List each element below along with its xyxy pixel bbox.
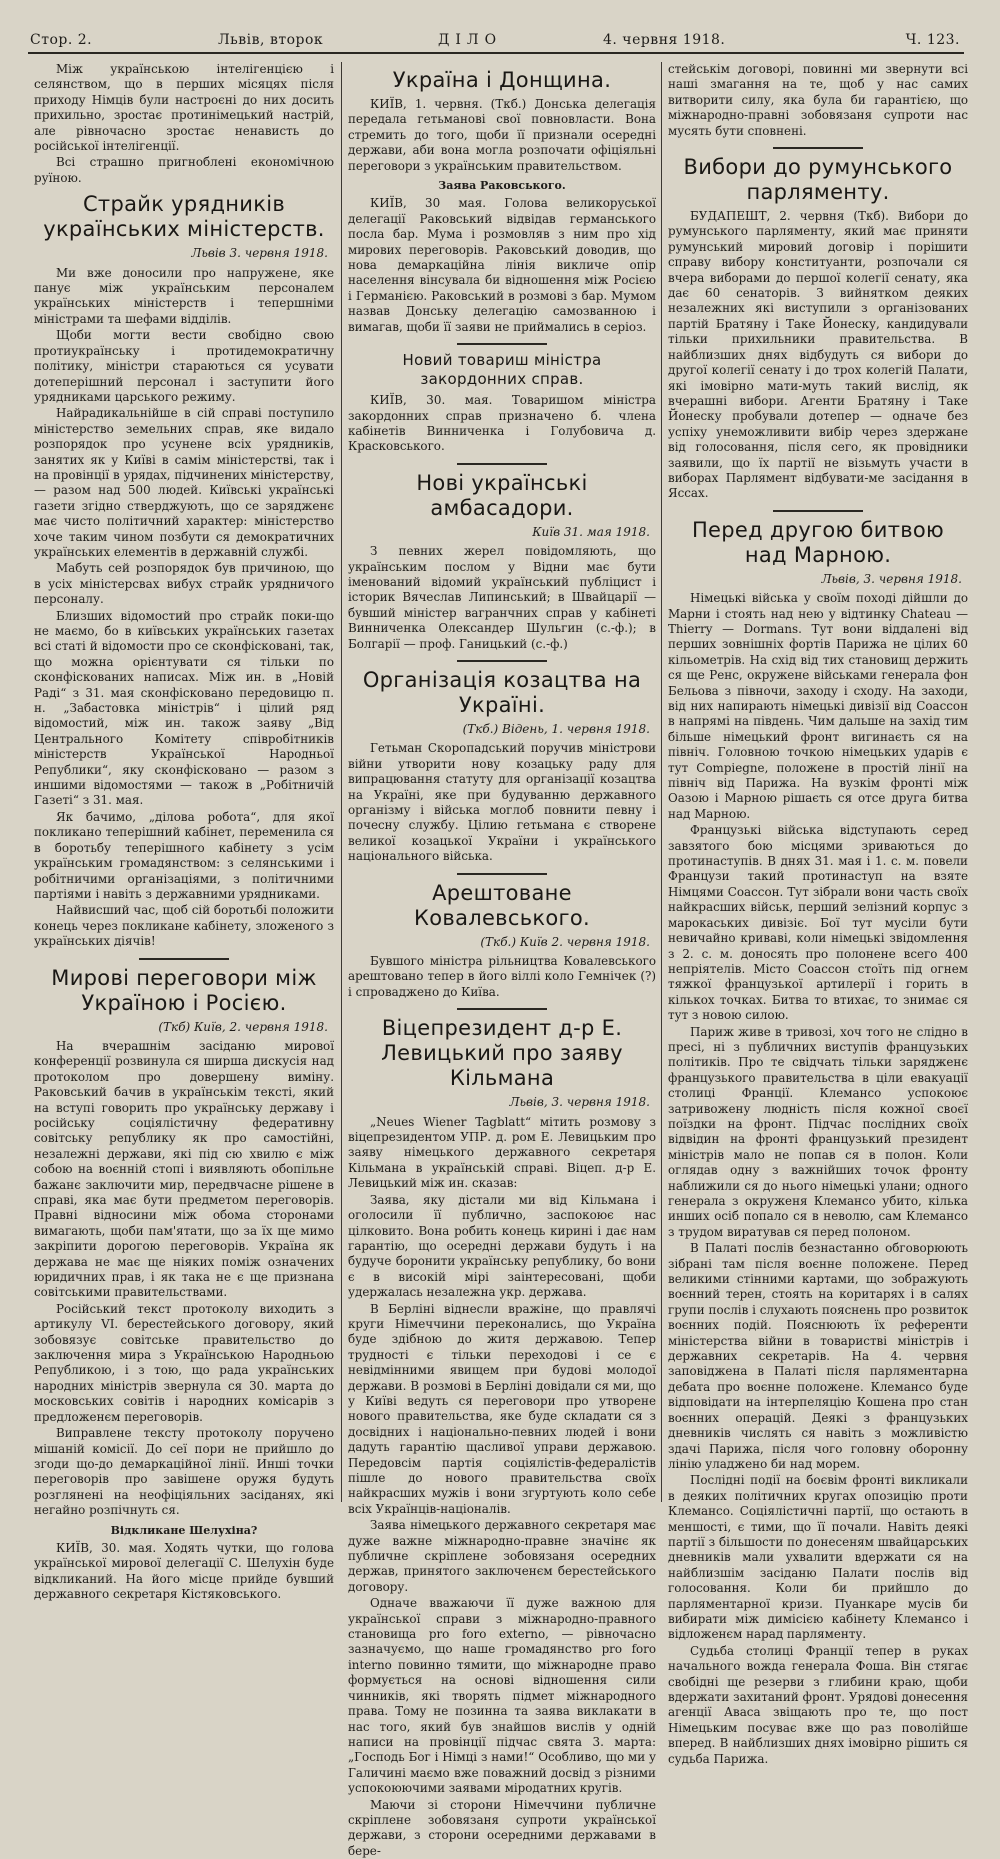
column-rule [341,62,342,1502]
paragraph: Ми вже доносили про напружене, яке панує між українським персоналем українських міністерств і тепершніми міністрами та шефами відділів. [34,265,334,326]
headline: Страйк урядників українських міністерств. [43,192,325,242]
dateline: Львів 3. червня 1918. [191,246,328,261]
paragraph: Між українською інтелігенцією і селянством, що в перших місяцях після приходу Німців були настроєні до них досить прихильно, зростає протинімецький настрій, але рівночасно зростає ненависть до російської інтелігенції. [34,62,334,154]
dateline: (Ткб.) Київ 2. червня 1918. [480,934,650,949]
article-ukraine-don [348,68,656,335]
column-3 [668,62,968,1766]
paragraph: стейськім договорі, повинні ми звернути всі наші змагання на те, щоб у нас самих витворити силу, яка була би гарантією, що міжнародно-правні зобовязаня супроти нас мусять бути сповнені. [668,62,968,138]
paragraph: Мабуть сей розпорядок був причиною, що в усіх міністерсвах вибух страйк урядничого персоналу. [34,561,334,607]
separator [457,660,547,662]
paragraph: КИЇВ, 30 мая. Голова великоруської делегації Раковський відвідав германського посла бар. Мума і розмовляв з ним про хід мирових переговорів. Раковський доводив, що нова демаркаційна лінія викличе опір населення вінсувала би відношення між Росією і Германією. Раковський в розмові з бар. Мумом назвав Донську делегацію самозванною і вимагав, щоби її заяви не приймались в серіоз. [348,196,656,334]
paragraph: Бувшого міністра рільництва Ковалевського арештовано тепер в його віллі коло Гемнічек (?) і спроваджено до Київа. [348,954,656,999]
article-continuation [668,62,968,139]
paragraph: Найрадикальнійше в сій справі поступило міністерство земельних справ, яке видало розпорядок про усунене всіх урядників, занятих як у Київі в самім міністерстві, так і на провінції в урядах, підчинених міністерству, — разом над 500 людей. Київські українські газети згідно стверджують, що се зарядженє має чисто політичний характер: міністерство хоче таким чином позбути ся демократичних українських елементів в державній службі. [34,406,334,559]
issue-date: 4. червня 1918. [603,32,726,48]
headline: Організація козацтва на Україні. [362,667,642,717]
separator [457,1008,547,1010]
headline: Україна і Донщина. [392,68,612,92]
dateline: Львів, 3. червня 1918. [509,1095,650,1110]
article-strike [34,192,334,949]
paragraph: В Берліні віднесли вражіне, що правлячі круги Німеччини переконались, що Україна буде здібною до житя державою. Тепер трудності є тільки переходові і се є невідмінними явищем при будові молодої держави. В розмові в Берліні довідали ся ми, що у Київі ведуть ся переговори про утворене нового правительства, яке буде складати ся з досвідних і національно-певних людей і вони дадуть гарантію щасливої управи державою. Передовсім партія соціялістів-федералістів пішле до нового правительства своїх найкрасших мужів і вони згуртують коло себе всіх Українців-націоналів. [348,1301,656,1516]
paragraph: „Neues Wiener Tagblatt“ мітить розмову з віцепрезидентом УПР. д. ром Е. Левицьким про заяву німецького державного секретаря Кільмана в українській справі. Віцеп. д-р Е. Левицький між ин. сказав: [348,1114,656,1191]
separator [139,958,229,960]
paragraph: Маючи зі сторони Німеччини публичне скріплене зобовязаня супроти української держави, з сторони осередними державами в бере- [348,1797,656,1858]
paragraph: КИЇВ, 1. червня. (Ткб.) Донська делегація передала гетьманові свої повновласти. Вона стремить до того, щоби її признали осередні держави, аби вона могла розпочати офіціяльні переговори з українським правительством. [348,97,656,173]
article-levytsky [348,1016,656,1859]
article-marne [668,518,968,1767]
headline: Вибори до румунського парляменту. [683,155,953,205]
paragraph: Судьба столиці Франції тепер в руках начального вожда генерала Фоша. Він стягає свобідні ще резерви з глибини краю, щоби вдержати захитаний фронт. Урядові донесення агенції Аваса звіщають про те, що пост Німецьким посуває вже що раз поволійше вперед. В найблизших днях імовірно рішить ся судьба Парижа. [668,1643,968,1766]
masthead: ДІЛО [438,32,503,48]
paragraph: Заява, яку дістали ми від Кільмана і оголосили її публично, заспокоює нас цілковито. Вона робить конець кирині і дає нам гарантію, що осередні держави будуть і на будуче боронити українську републику, бо вони є в високій мірі заінтересовані, щоби удержалась незалежна укр. держава. [348,1192,656,1300]
subheading: Заява Раковського. [438,179,566,193]
paragraph: Виправлене тексту протоколу поручено мішаній комісії. До сеї пори не прийшло до згоди що-до демаркаційної лінії. Инші точки переговорів про завішене оружя будуть розглянені на неофіціяльних засіданях, які негайно розпічнуть ся. [34,1426,334,1518]
article-romania-elections [668,155,968,502]
dateline: (Ткб.) Відень, 1. червня 1918. [462,721,650,736]
article-peace-talks [34,966,334,1603]
separator [457,463,547,465]
paragraph: З певних жерел повідомляють, що українським послом у Відни має бути іменований відомий український публіцист і історик Вячеслав Липинський; в Швайцарії — бувший міністер вагранчних справ у кабінеті Винниченка Олександер Шульгин (с.-ф.); в Болгарії — проф. Ганицький (с.-ф.) [348,544,656,651]
headline: Мирові переговори між Україною і Росією. [51,965,317,1015]
dateline: (Ткб) Київ, 2. червня 1918. [158,1019,328,1034]
paragraph: Заява німецького державного секретаря має дуже важне міжнародно-правне значінє як публичне скріплене зобовязаня осередних держав, принятого заключенєм берестейського договору. [348,1518,656,1594]
separator [773,147,863,149]
paragraph: КИЇВ, 30. мая. Ходять чутки, що голова української мирової делегації С. Шелухін буде відкликаний. На його місце прийде бувший державного секретаря Кістяковського. [34,1540,334,1602]
paragraph: В Палаті послів безнастанно обговорюють зібрані там після воєнне положене. Перед великими стінними картами, що зображують воєнний терен, стоять на коритарях і в салях групи послів і слухають пояснень про розвиток воєнних подій. Пояснюють їх референти міністерства війни в товаристві міністрів і державних секретарів. На 4. червня заповіджена в Палаті після парляментарна дебата про воєнне положене. Клемансо буде відповідати на інтерпеляцію Кошена про стан воєнних операцій. Деякі з французьких дневників числять ся навіть з можливістю здачі Парижа, після чого головну оборонну лінію уладжено би над морем. [668,1241,968,1471]
paragraph: На вчерашнім засіданю мирової конференції розвинула ся ширша дискусія над протоколом про довершену виміну. Раковський бачив в українськім тексті, який на вступі говорить про українську державу і російську соціялістичну федеративну совітську републику як про самостійні, незалежні держави, які під сю хвилю є між собою на воєнній стопі і виявляють обопільне бажанє заключити мир, передвчасне рішене в справі, яка має бути предметом переговорів. Правні відносини між обома сторонами вимагають, щоби пам'ятати, що за їх ще мимо закріпити дорогою переговорів. Україна як держава не має ще ніяких поміж означених юридичних прав, і як така не є ще признана совітськими правительствами. [34,1038,334,1300]
paragraph: Всі страшно пригноблені економічною руїною. [34,155,334,185]
dateline: Київ 31. мая 1918. [532,524,650,539]
place-day: Львів, второк [218,32,324,48]
separator [457,343,547,345]
issue-number: Ч. 123. [905,32,960,48]
paragraph: Російський текст протоколу виходить з артикулу VI. берестейського договору, який зобовязує совітське правительство до заключення мира з Українською Народньою Републикою, і з тою, що рада українських народних міністрів звернула ся 30. марта до московських совітів і народних комісарів з предложенєм переговорів. [34,1301,334,1424]
paragraph: Щоби могти вести свобідно свою протиукраїнську і протидемократичну політику, міністри стараються ся усувати дотеперішний персонал і заступити його урядниками царського режиму. [34,328,334,404]
article-intelligentsia [34,62,334,186]
separator [773,510,863,512]
column-1 [34,62,334,1602]
paragraph: Париж живе в тривозі, хоч того не слідно в пресі, ні з публичних виступів французьких політиків. Про те свідчать тільки зарядженє французького правительства в ціли евакуації столиці Франції. Клемансо успокоює затривожену людність після кожної своєї поїздки на фронт. Підчас послідних своїх відвідин на фронті французький президент міністрів мало не попав ся в полон. Коли оглядав одну з важнійших точок фронту наближили ся до нього німецькі улани; одного генерала з окруженя Клемансо убито, кілька инших осіб попало ся в неволю, сам Клемансо з трудом виратував ся перед полоном. [668,1024,968,1239]
paragraph: КИЇВ, 30. мая. Товаришом міністра закордонних справ призначено б. члена кабінетів Винниченка і Голубовича д. Красковського. [348,393,656,454]
column-rule [661,62,662,1502]
dateline: Львів, 3. червня 1918. [821,571,962,586]
article-cossacks [348,668,656,865]
paragraph: Гетьман Скоропадський поручив міністрови війни утворити нову козацьку раду для випрацювання статуту для організації козацтва на Україні, яке при будуванню державного організму і війська моглоб повнити певну і почесну службу. Цілию гетьмана є створене великої козацької України і українського національного війська. [348,741,656,864]
page-header [28,30,964,54]
paragraph: Близших відомостий про страйк поки-що не маємо, бо в київських українських газетах всі статі й відомости про се сконфісковані, так, що можна орієнтувати ся тільки по сконфіскованих написах. Між ин. в „Новій Раді“ з 31. мая сконфісковано передовицю п. н. „Забастовка міністрів“ і цілий ряд відомостий, між ин. також заяву „Від Центрального Комітету співробітників міністерств Української Народньої Републики“, яку сконфісковано — разом з иншими відомостями — також в „Робітничій Газеті“ з 31. мая. [34,608,334,808]
column-2 [348,62,656,1858]
paragraph: Німецькі війська у своїм поході дійшли до Марни і стоять над нею у відтинку Chateau — Thierry — Dormans. Тут вони віддалені від перших зовнішніх фортів Парижа не цілих 60 кільометрів. На схід від тих становищ держить ся ще Ренс, окружене військами генерала фон Бельова з півночи, заходу і сходу. На заходи, від них напирають німецькі дивізії від Соассон в напрямі на південь. Чим дальше на захід тим більше німецький фронт вигинаєть ся на північ. Головною точкою німецьких ударів є тут Compiegne, положене в простій лінії на північ від Парижа. На вузкім фронті між Оазою і Марною рішаєть ся отсе друга битва над Марною. [668,591,968,821]
article-ambassadors [348,471,656,652]
separator [457,873,547,875]
paragraph: Як бачимо, „ділова робота“, для якої покликано теперішний кабінет, переменила ся в боротьбу теперішного кабінету з усім українським громадянством: з селянськими і робітничими організаціями, з політичними партіями і навіть з державними урядниками. [34,809,334,901]
headline: Арештоване Ковалевського. [414,880,590,930]
page-number: Стор. 2. [30,32,93,48]
paragraph: Одначе вважаючи її дуже важною для української справи з міжнародно-правного становища pro foro externo, — рівночасно зазначуємо, що наше громадянство pro foro interno повинно тямити, що міжнародне право формується на основі відношення сили чинників, які творять підмет міжнародного права. Тому не позинна та заява виклакати в нас того, який був знайшов вислів у одній написи на провінції підчас свята 3. марта: „Господь Бог і Німці з нами!“ Особливо, що ми у Галичині маємо вже поважний досвід з різними успокоюючими заявами міродатних кругів. [348,1596,656,1796]
paragraph: Найвисший час, щоб сій боротьбі положити конець через покликане кабінету, зложеного з українських діячів! [34,903,334,949]
headline: Новий товариш міністра закордонних справ. [402,351,602,389]
headline: Віцепрезидент д-р Е. Левицький про заяву Кільмана [381,1016,623,1091]
paragraph: Французькі війська відступають серед завзятого бою місцями зриваються до протинаступів. В днях 31. мая і 1. с. м. повели Французи такий протинаступ на взяте Німцями Соассон. Тут зібрали вони часть своїх найкрасших військ, перший зелізний корпус з марокаських дивізіє. Бої тут мусіли бути невичайно криваві, коли німецькі звідомлення з 2. с. м. доносять про полонене всего 400 непріятелів. Місто Соассон стоїть під огнем тяжкої французької артилерії і горить в кількох точках. Битва то втихає, то знимає ся тут з новою силою. [668,823,968,1023]
paragraph: Послідні події на боєвім фронті викликали в деяких політичних кругах опозицію проти Клемансо. Соціялістичні партії, що остають в меншості, є тими, що її почали. Навіть деякі партії з більшости по донесеням швайцарських дневників мали ухвалити вдержати ся на найблизшім засіданю Палати послів від голосовання. Коли би прийшло до парляментарної кризи. Пуанкаре мусів би вибирати між димісією кабінету Клемансо і відложенєм нарад парляменту. [668,1473,968,1642]
headline: Нові українські амбасадори. [416,470,588,520]
article-arrest [348,881,656,1001]
paragraph: БУДАПЕШТ, 2. червня (Ткб). Вибори до румунського парляменту, який має приняти румунський мировий договір і порішити справу вибору конституанти, розпочали ся вчера виборами до першої колегії сенату, яка дає 60 сенаторів. З вийнятком деяких незалежних які виступили з організованих партій Братяну і Таке Йонеску, кандидували тільки прихильники правительства. В найблизших днях відбудуть ся вибори до другої колегії сенату і до трох колегій Палати, які імовірно мати-муть такий вислід, як вчерашні вибори. Агенти Братяну і Таке Йонеску пробували дотепер — одначе без успіху унеможливити вибір через здержане від голосовання, після сего, як провідники заявили, що їх партії не візьмуть участи в виборах Парлямент відбувати-ме засідання в Яссах. [668,209,968,501]
subheading: Відкликане Шелухіна? [110,1523,258,1537]
headline: Перед другою битвою над Марною. [691,517,945,567]
article-deputy-minister [348,351,656,455]
